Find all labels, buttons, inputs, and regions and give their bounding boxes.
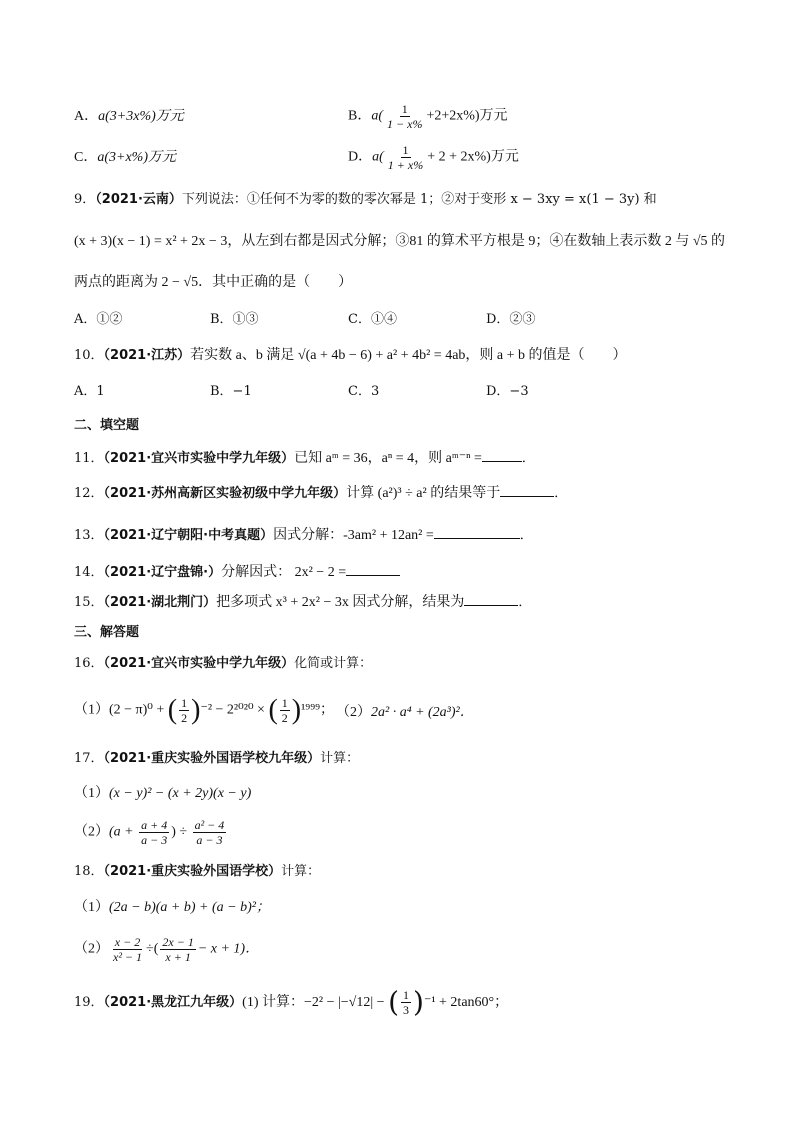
q10-option-a: A．1 (74, 384, 105, 399)
q12-line: 12．（2021·苏州高新区实验初级中学九年级）计算 (a²)³ ÷ a² 的结果等于 ． (74, 482, 567, 504)
q14-line: 14．（2021·辽宁盘锦·）分解因式： 2x² − 2 = (74, 561, 400, 583)
q16-part-1: （1）(2 − π)⁰ + ( $\frac{1}{2}$ )⁻² − 2²⁰²⁰ × ( $\frac{1}{2}$ )¹⁹⁹⁹； (74, 694, 334, 726)
q9-line-3: 两点的距离为 2 − √5．其中正确的是（ ） (74, 275, 353, 290)
q10-option-d: D．−3 (486, 384, 529, 399)
q9-line-2: (x + 3)(x − 1) = x² + 2x − 3，从左到右都是因式分解；③81 的算术平方根是 9；④在数轴上表示数 2 与 √5 的 (74, 234, 726, 249)
q17-part-1: （1）(x − y)² − (x + 2y)(x − y) (74, 786, 252, 801)
q9-option-b: B．①③ (210, 312, 259, 327)
q15-line: 15．（2021·湖北荆门）把多项式 x³ + 2x² − 3x 因式分解，结果为 ． (74, 591, 531, 613)
q18-part-2: （2） $\frac{x - 2}{\text{x² − 1}}$ ÷( $\frac{2x - 1}{x + 1}$ − x + 1)． (74, 935, 260, 964)
q13-answer-blank[interactable] (434, 524, 520, 539)
q10-line: 10．（2021·江苏）若实数 a、b 满足 √(a + 4b − 6) + a² + 4b² = 4ab，则 a + b 的值是（ ） (74, 348, 627, 363)
q15-answer-blank[interactable] (464, 591, 518, 606)
q8-option-a: A．a(3+3x%)万元 (74, 109, 184, 124)
q8-option-c: C．a(3+x%)万元 (74, 150, 176, 165)
q13-line: 13．（2021·辽宁朝阳·中考真题）因式分解：-3am² + 12an² = ． (74, 524, 533, 546)
q16-line: 16．（2021·宜兴市实验中学九年级）化简或计算： (74, 656, 373, 671)
q11-answer-blank[interactable] (482, 447, 522, 462)
q8-option-d: D．a( $\frac{1}{1 + x\%}$ + 2 + 2x%)万元 (348, 143, 519, 172)
q18-part-1: （1）(2a − b)(a + b) + (a − b)²； (74, 900, 270, 915)
q14-answer-blank[interactable] (346, 561, 400, 576)
q12-answer-blank[interactable] (500, 482, 554, 497)
q9-option-a: A．①② (74, 312, 123, 327)
q17-part-2: （2）(a + $\frac{a + 4}{a - 3}$ ) ÷ $\frac{\text{a² − 4}}{a - 3}$ (74, 818, 225, 847)
q10-option-b: B．−1 (210, 384, 252, 399)
q8-option-b: B．a( $\frac{1}{1 - x\%}$ +2+2x%)万元 (348, 102, 508, 131)
q9-option-c: C．①④ (348, 312, 397, 327)
q9-line-1: 9．（2021·云南）下列说法：①任何不为零的数的零次幂是 1；②对于变形 x − 3xy = x(1 − 3y) 和 (74, 192, 657, 207)
q16-part-2: （2）2a² · a⁴ + (2a³)²． (336, 705, 474, 720)
q9-option-d: D．②③ (486, 312, 536, 327)
q19-line: 19．（2021·黑龙江九年级）(1) 计算：−2² − |−√12| − ( $\frac{1}{3}$ )⁻¹ + 2tan60°； (74, 985, 509, 1019)
q10-option-c: C．3 (348, 384, 380, 399)
section-solve: 三、解答题 (74, 625, 140, 640)
q17-line: 17．（2021·重庆实验外国语学校九年级）计算： (74, 751, 360, 766)
q18-line: 18．（2021·重庆实验外国语学校）计算： (74, 864, 321, 879)
section-fill-in: 二、填空题 (74, 418, 140, 433)
q11-line: 11．（2021·宜兴市实验中学九年级）已知 aᵐ = 36，aⁿ = 4，则 aᵐ⁻ⁿ = ． (74, 447, 535, 469)
